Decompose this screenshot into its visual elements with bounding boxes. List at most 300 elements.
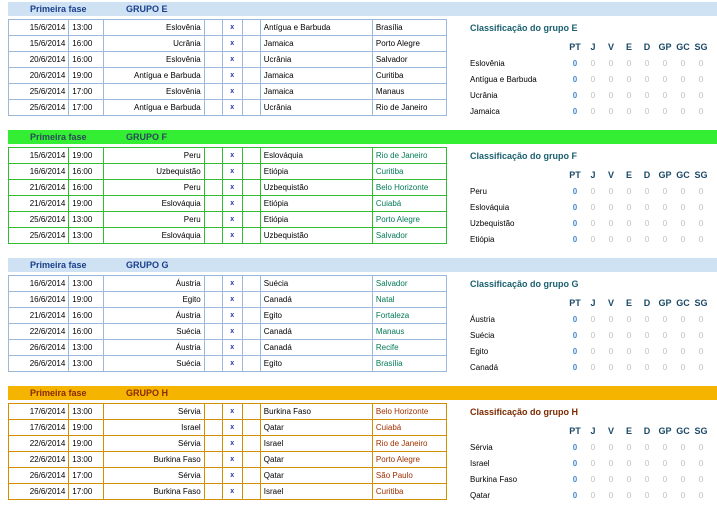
away-score-cell[interactable]	[242, 196, 260, 212]
standings-column-header: PT	[569, 170, 581, 180]
away-team[interactable]: Israel	[260, 436, 372, 452]
home-team[interactable]: Suécia	[104, 324, 205, 340]
standings-stat: 0	[590, 458, 596, 468]
standings-stat: 0	[626, 202, 632, 212]
group-header-bar	[8, 130, 717, 144]
home-score-cell[interactable]	[204, 292, 222, 308]
match-time[interactable]: 13:00	[69, 228, 104, 244]
host-city[interactable]: Porto Alegre	[372, 36, 446, 52]
match-time[interactable]: 17:00	[69, 468, 104, 484]
standings-stat: 0	[698, 346, 704, 356]
match-date[interactable]: 25/6/2014	[9, 228, 69, 244]
home-team[interactable]: Peru	[104, 180, 205, 196]
match-time[interactable]: 16:00	[69, 52, 104, 68]
match-time[interactable]: 13:00	[69, 356, 104, 372]
home-score-cell[interactable]	[204, 276, 222, 292]
standings-row	[468, 183, 710, 199]
away-team[interactable]: Suécia	[260, 276, 372, 292]
standings-stat: 0	[590, 474, 596, 484]
standings-stat: 0	[662, 218, 668, 228]
match-time[interactable]: 19:00	[69, 436, 104, 452]
standings-stat: 0	[590, 346, 596, 356]
home-score-cell[interactable]	[204, 212, 222, 228]
standings-column-header: V	[607, 426, 614, 436]
away-team[interactable]: Uzbequistão	[260, 180, 372, 196]
match-date[interactable]: 16/6/2014	[9, 164, 69, 180]
standings-stat: 0	[590, 362, 596, 372]
standings-stat: 0	[608, 442, 614, 452]
standings-column-header: E	[625, 42, 632, 52]
away-score-cell[interactable]	[242, 228, 260, 244]
away-team[interactable]: Burkina Faso	[260, 404, 372, 420]
standings-column-header: GP	[658, 298, 672, 308]
standings-stat: 0	[644, 202, 650, 212]
standings-stat: 0	[608, 458, 614, 468]
host-city[interactable]: São Paulo	[372, 468, 446, 484]
group-header-bar	[8, 386, 717, 400]
host-city[interactable]: Curitiba	[372, 68, 446, 84]
standings-stat: 0	[608, 106, 614, 116]
away-score-cell[interactable]	[242, 484, 260, 500]
match-time[interactable]: 13:00	[69, 20, 104, 36]
home-team[interactable]: Israel	[104, 420, 205, 436]
away-team[interactable]: Jamaica	[260, 36, 372, 52]
away-score-cell[interactable]	[242, 52, 260, 68]
home-score-cell[interactable]	[204, 164, 222, 180]
host-city[interactable]: Rio de Janeiro	[372, 436, 446, 452]
standings-row	[468, 439, 710, 455]
standings-stat: 0	[680, 490, 686, 500]
standings-row	[468, 455, 710, 471]
match-row	[9, 404, 447, 420]
standings-column-header: GC	[676, 426, 690, 436]
home-team[interactable]: Egito	[104, 292, 205, 308]
standings-row	[468, 103, 710, 119]
match-time[interactable]: 13:00	[69, 452, 104, 468]
away-team[interactable]: Qatar	[260, 468, 372, 484]
away-score-cell[interactable]	[242, 148, 260, 164]
match-date[interactable]: 22/6/2014	[9, 436, 69, 452]
standings-stat: 0	[572, 74, 578, 84]
match-time[interactable]: 17:00	[69, 484, 104, 500]
match-date[interactable]: 17/6/2014	[9, 404, 69, 420]
away-team[interactable]: Egito	[260, 308, 372, 324]
standings-stat: 0	[644, 218, 650, 228]
match-date[interactable]: 21/6/2014	[9, 196, 69, 212]
standings-column-header: V	[607, 298, 614, 308]
standings-table	[468, 295, 710, 375]
standings-row	[468, 231, 710, 247]
standings-stat: 0	[590, 58, 596, 68]
home-team[interactable]: Antígua e Barbuda	[104, 100, 205, 116]
home-score-cell[interactable]	[204, 196, 222, 212]
home-team[interactable]: Peru	[104, 212, 205, 228]
away-score-cell[interactable]	[242, 36, 260, 52]
standings-stat: 0	[680, 314, 686, 324]
standings-team: Peru	[470, 186, 487, 196]
stage-label: Primeira fase	[30, 132, 87, 142]
standings-row	[468, 71, 710, 87]
group-header-bar	[8, 258, 717, 272]
home-score-cell[interactable]	[204, 452, 222, 468]
match-row	[9, 84, 447, 100]
standings-stat: 0	[698, 490, 704, 500]
standings-stat: 0	[662, 202, 668, 212]
standings-stat: 0	[662, 362, 668, 372]
standings-team: Burkina Faso	[470, 474, 518, 484]
standings-stat: 0	[572, 330, 578, 340]
standings-stat: 0	[572, 490, 578, 500]
match-time[interactable]: 16:00	[69, 164, 104, 180]
home-team[interactable]: Burkina Faso	[104, 452, 205, 468]
match-row	[9, 52, 447, 68]
match-date[interactable]: 21/6/2014	[9, 180, 69, 196]
match-date[interactable]: 22/6/2014	[9, 452, 69, 468]
match-time[interactable]: 19:00	[69, 68, 104, 84]
versus-separator: x	[222, 452, 242, 468]
match-table	[8, 147, 447, 244]
standings-stat: 0	[572, 314, 578, 324]
match-date[interactable]: 16/6/2014	[9, 276, 69, 292]
versus-separator: x	[222, 228, 242, 244]
standings-column-header: GP	[658, 426, 672, 436]
standings-stat: 0	[626, 186, 632, 196]
standings-header-row	[468, 167, 710, 183]
match-date[interactable]: 26/6/2014	[9, 468, 69, 484]
away-team[interactable]: Etiópia	[260, 196, 372, 212]
match-time[interactable]: 16:00	[69, 36, 104, 52]
away-score-cell[interactable]	[242, 292, 260, 308]
away-team[interactable]: Eslováquia	[260, 148, 372, 164]
standings-stat: 0	[698, 330, 704, 340]
home-score-cell[interactable]	[204, 468, 222, 484]
away-team[interactable]: Jamaica	[260, 68, 372, 84]
host-city[interactable]: Brasília	[372, 356, 446, 372]
standings-stat: 0	[590, 218, 596, 228]
match-time[interactable]: 13:00	[69, 276, 104, 292]
host-city[interactable]: Brasília	[372, 20, 446, 36]
home-team[interactable]: Antígua e Barbuda	[104, 68, 205, 84]
standings-column-header: D	[643, 426, 651, 436]
away-score-cell[interactable]	[242, 436, 260, 452]
versus-separator: x	[222, 180, 242, 196]
home-team[interactable]: Áustria	[104, 276, 205, 292]
versus-separator: x	[222, 196, 242, 212]
home-score-cell[interactable]	[204, 484, 222, 500]
match-date[interactable]: 15/6/2014	[9, 148, 69, 164]
standings-column-header: GP	[658, 42, 672, 52]
match-date[interactable]: 20/6/2014	[9, 68, 69, 84]
standings-stat: 0	[698, 314, 704, 324]
home-score-cell[interactable]	[204, 420, 222, 436]
host-city[interactable]: Cuiabá	[372, 196, 446, 212]
away-team[interactable]: Canadá	[260, 324, 372, 340]
home-team[interactable]: Eslovênia	[104, 52, 205, 68]
standings-stat: 0	[662, 234, 668, 244]
standings-column-header: D	[643, 298, 651, 308]
away-team[interactable]: Jamaica	[260, 84, 372, 100]
host-city[interactable]: Porto Alegre	[372, 212, 446, 228]
host-city[interactable]: Porto Alegre	[372, 452, 446, 468]
away-team[interactable]: Uzbequistão	[260, 228, 372, 244]
home-team[interactable]: Burkina Faso	[104, 484, 205, 500]
home-score-cell[interactable]	[204, 68, 222, 84]
standings-stat: 0	[608, 202, 614, 212]
host-city[interactable]: Manaus	[372, 84, 446, 100]
standings-stat: 0	[626, 106, 632, 116]
group-name: GRUPO G	[126, 260, 169, 270]
away-score-cell[interactable]	[242, 468, 260, 484]
standings-stat: 0	[662, 74, 668, 84]
match-time[interactable]: 17:00	[69, 100, 104, 116]
host-city[interactable]: Belo Horizonte	[372, 404, 446, 420]
standings-stat: 0	[644, 458, 650, 468]
away-score-cell[interactable]	[242, 452, 260, 468]
away-score-cell[interactable]	[242, 276, 260, 292]
standings-stat: 0	[608, 90, 614, 100]
versus-separator: x	[222, 84, 242, 100]
away-team[interactable]: Canadá	[260, 292, 372, 308]
away-score-cell[interactable]	[242, 20, 260, 36]
away-team[interactable]: Qatar	[260, 420, 372, 436]
versus-separator: x	[222, 212, 242, 228]
home-score-cell[interactable]	[204, 436, 222, 452]
standings-stat: 0	[680, 442, 686, 452]
standings-header-row	[468, 423, 710, 439]
match-time[interactable]: 19:00	[69, 420, 104, 436]
match-time[interactable]: 19:00	[69, 196, 104, 212]
versus-separator: x	[222, 164, 242, 180]
classification-title: Classificação do grupo E	[470, 23, 578, 33]
match-date[interactable]: 25/6/2014	[9, 100, 69, 116]
match-row	[9, 420, 447, 436]
home-score-cell[interactable]	[204, 340, 222, 356]
standings-stat: 0	[572, 90, 578, 100]
host-city[interactable]: Salvador	[372, 228, 446, 244]
match-date[interactable]: 26/6/2014	[9, 356, 69, 372]
match-time[interactable]: 13:00	[69, 340, 104, 356]
away-score-cell[interactable]	[242, 164, 260, 180]
away-team[interactable]: Antígua e Barbuda	[260, 20, 372, 36]
standings-header-row	[468, 295, 710, 311]
match-date[interactable]: 26/6/2014	[9, 484, 69, 500]
match-date[interactable]: 16/6/2014	[9, 292, 69, 308]
away-score-cell[interactable]	[242, 212, 260, 228]
match-date[interactable]: 20/6/2014	[9, 52, 69, 68]
standings-stat: 0	[662, 458, 668, 468]
match-table	[8, 275, 447, 372]
home-score-cell[interactable]	[204, 84, 222, 100]
away-score-cell[interactable]	[242, 420, 260, 436]
standings-stat: 0	[644, 362, 650, 372]
host-city[interactable]: Rio de Janeiro	[372, 148, 446, 164]
standings-column-header: SG	[694, 42, 708, 52]
match-row	[9, 100, 447, 116]
match-row	[9, 196, 447, 212]
standings-team: Eslovênia	[470, 58, 505, 68]
home-score-cell[interactable]	[204, 20, 222, 36]
match-date[interactable]: 26/6/2014	[9, 340, 69, 356]
classification-title: Classificação do grupo F	[470, 151, 578, 161]
home-score-cell[interactable]	[204, 324, 222, 340]
away-team[interactable]: Israel	[260, 484, 372, 500]
standings-stat: 0	[608, 58, 614, 68]
standings-column-header: SG	[694, 426, 708, 436]
standings-stat: 0	[644, 474, 650, 484]
host-city[interactable]: Recife	[372, 340, 446, 356]
away-score-cell[interactable]	[242, 100, 260, 116]
host-city[interactable]: Salvador	[372, 52, 446, 68]
match-date[interactable]: 22/6/2014	[9, 324, 69, 340]
home-team[interactable]: Áustria	[104, 340, 205, 356]
standings-stat: 0	[608, 314, 614, 324]
host-city[interactable]: Fortaleza	[372, 308, 446, 324]
home-team[interactable]: Suécia	[104, 356, 205, 372]
standings-stat: 0	[608, 186, 614, 196]
home-team[interactable]: Sérvia	[104, 436, 205, 452]
standings-stat: 0	[662, 58, 668, 68]
standings-column-header: J	[590, 426, 596, 436]
match-date[interactable]: 15/6/2014	[9, 36, 69, 52]
home-score-cell[interactable]	[204, 180, 222, 196]
match-date[interactable]: 25/6/2014	[9, 212, 69, 228]
away-team[interactable]: Etiópia	[260, 212, 372, 228]
away-score-cell[interactable]	[242, 308, 260, 324]
versus-separator: x	[222, 52, 242, 68]
away-score-cell[interactable]	[242, 356, 260, 372]
standings-team: Etiópia	[470, 234, 495, 244]
home-team[interactable]: Sérvia	[104, 468, 205, 484]
standings-stat: 0	[698, 474, 704, 484]
away-team[interactable]: Qatar	[260, 452, 372, 468]
host-city[interactable]: Rio de Janeiro	[372, 100, 446, 116]
home-team[interactable]: Uzbequistão	[104, 164, 205, 180]
standings-stat: 0	[698, 58, 704, 68]
match-time[interactable]: 16:00	[69, 308, 104, 324]
match-row	[9, 436, 447, 452]
standings-stat: 0	[680, 202, 686, 212]
standings-stat: 0	[572, 362, 578, 372]
away-score-cell[interactable]	[242, 68, 260, 84]
home-score-cell[interactable]	[204, 404, 222, 420]
standings-row	[468, 327, 710, 343]
standings-stat: 0	[626, 346, 632, 356]
match-row	[9, 324, 447, 340]
match-time[interactable]: 13:00	[69, 212, 104, 228]
match-time[interactable]: 16:00	[69, 180, 104, 196]
match-time[interactable]: 19:00	[69, 292, 104, 308]
match-row	[9, 36, 447, 52]
away-team[interactable]: Canadá	[260, 340, 372, 356]
away-score-cell[interactable]	[242, 404, 260, 420]
home-team[interactable]: Peru	[104, 148, 205, 164]
home-team[interactable]: Eslováquia	[104, 196, 205, 212]
home-score-cell[interactable]	[204, 52, 222, 68]
standings-column-header: PT	[569, 298, 581, 308]
standings-column-header: SG	[694, 170, 708, 180]
standings-stat: 0	[680, 218, 686, 228]
match-time[interactable]: 13:00	[69, 404, 104, 420]
home-score-cell[interactable]	[204, 100, 222, 116]
standings-stat: 0	[680, 234, 686, 244]
match-date[interactable]: 21/6/2014	[9, 308, 69, 324]
away-team[interactable]: Egito	[260, 356, 372, 372]
standings-stat: 0	[572, 106, 578, 116]
home-team[interactable]: Eslovênia	[104, 20, 205, 36]
group-header-bar	[8, 2, 717, 16]
standings-stat: 0	[698, 90, 704, 100]
standings-stat: 0	[644, 234, 650, 244]
host-city[interactable]: Salvador	[372, 276, 446, 292]
host-city[interactable]: Curitiba	[372, 164, 446, 180]
host-city[interactable]: Manaus	[372, 324, 446, 340]
standings-stat: 0	[680, 74, 686, 84]
away-team[interactable]: Ucrânia	[260, 100, 372, 116]
standings-team: Uzbequistão	[470, 218, 515, 228]
away-score-cell[interactable]	[242, 84, 260, 100]
home-score-cell[interactable]	[204, 308, 222, 324]
standings-column-header: PT	[569, 42, 581, 52]
away-team[interactable]: Etiópia	[260, 164, 372, 180]
match-date[interactable]: 15/6/2014	[9, 20, 69, 36]
standings-team: Áustria	[470, 314, 495, 324]
home-score-cell[interactable]	[204, 356, 222, 372]
away-score-cell[interactable]	[242, 340, 260, 356]
standings-stat: 0	[644, 90, 650, 100]
host-city[interactable]: Natal	[372, 292, 446, 308]
standings-stat: 0	[680, 106, 686, 116]
standings-team: Sérvia	[470, 442, 493, 452]
host-city[interactable]: Belo Horizonte	[372, 180, 446, 196]
standings-stat: 0	[626, 490, 632, 500]
home-score-cell[interactable]	[204, 36, 222, 52]
home-team[interactable]: Eslovênia	[104, 84, 205, 100]
standings-stat: 0	[662, 442, 668, 452]
standings-team: Eslováquia	[470, 202, 510, 212]
versus-separator: x	[222, 292, 242, 308]
standings-stat: 0	[698, 234, 704, 244]
standings-team: Suécia	[470, 330, 495, 340]
standings-stat: 0	[698, 186, 704, 196]
home-team[interactable]: Áustria	[104, 308, 205, 324]
match-time[interactable]: 16:00	[69, 324, 104, 340]
home-team[interactable]: Sérvia	[104, 404, 205, 420]
standings-stat: 0	[572, 202, 578, 212]
standings-column-header: GC	[676, 42, 690, 52]
home-team[interactable]: Ucrânia	[104, 36, 205, 52]
home-team[interactable]: Eslováquia	[104, 228, 205, 244]
group-name: GRUPO F	[126, 132, 168, 142]
match-row	[9, 484, 447, 500]
standings-stat: 0	[626, 458, 632, 468]
match-time[interactable]: 19:00	[69, 148, 104, 164]
standings-stat: 0	[680, 474, 686, 484]
away-team[interactable]: Ucrânia	[260, 52, 372, 68]
match-date[interactable]: 25/6/2014	[9, 84, 69, 100]
home-score-cell[interactable]	[204, 228, 222, 244]
home-score-cell[interactable]	[204, 148, 222, 164]
standings-stat: 0	[608, 490, 614, 500]
standings-stat: 0	[662, 314, 668, 324]
standings-stat: 0	[662, 490, 668, 500]
away-score-cell[interactable]	[242, 180, 260, 196]
standings-column-header: E	[625, 170, 632, 180]
match-time[interactable]: 17:00	[69, 84, 104, 100]
away-score-cell[interactable]	[242, 324, 260, 340]
host-city[interactable]: Curitiba	[372, 484, 446, 500]
match-date[interactable]: 17/6/2014	[9, 420, 69, 436]
host-city[interactable]: Cuiabá	[372, 420, 446, 436]
